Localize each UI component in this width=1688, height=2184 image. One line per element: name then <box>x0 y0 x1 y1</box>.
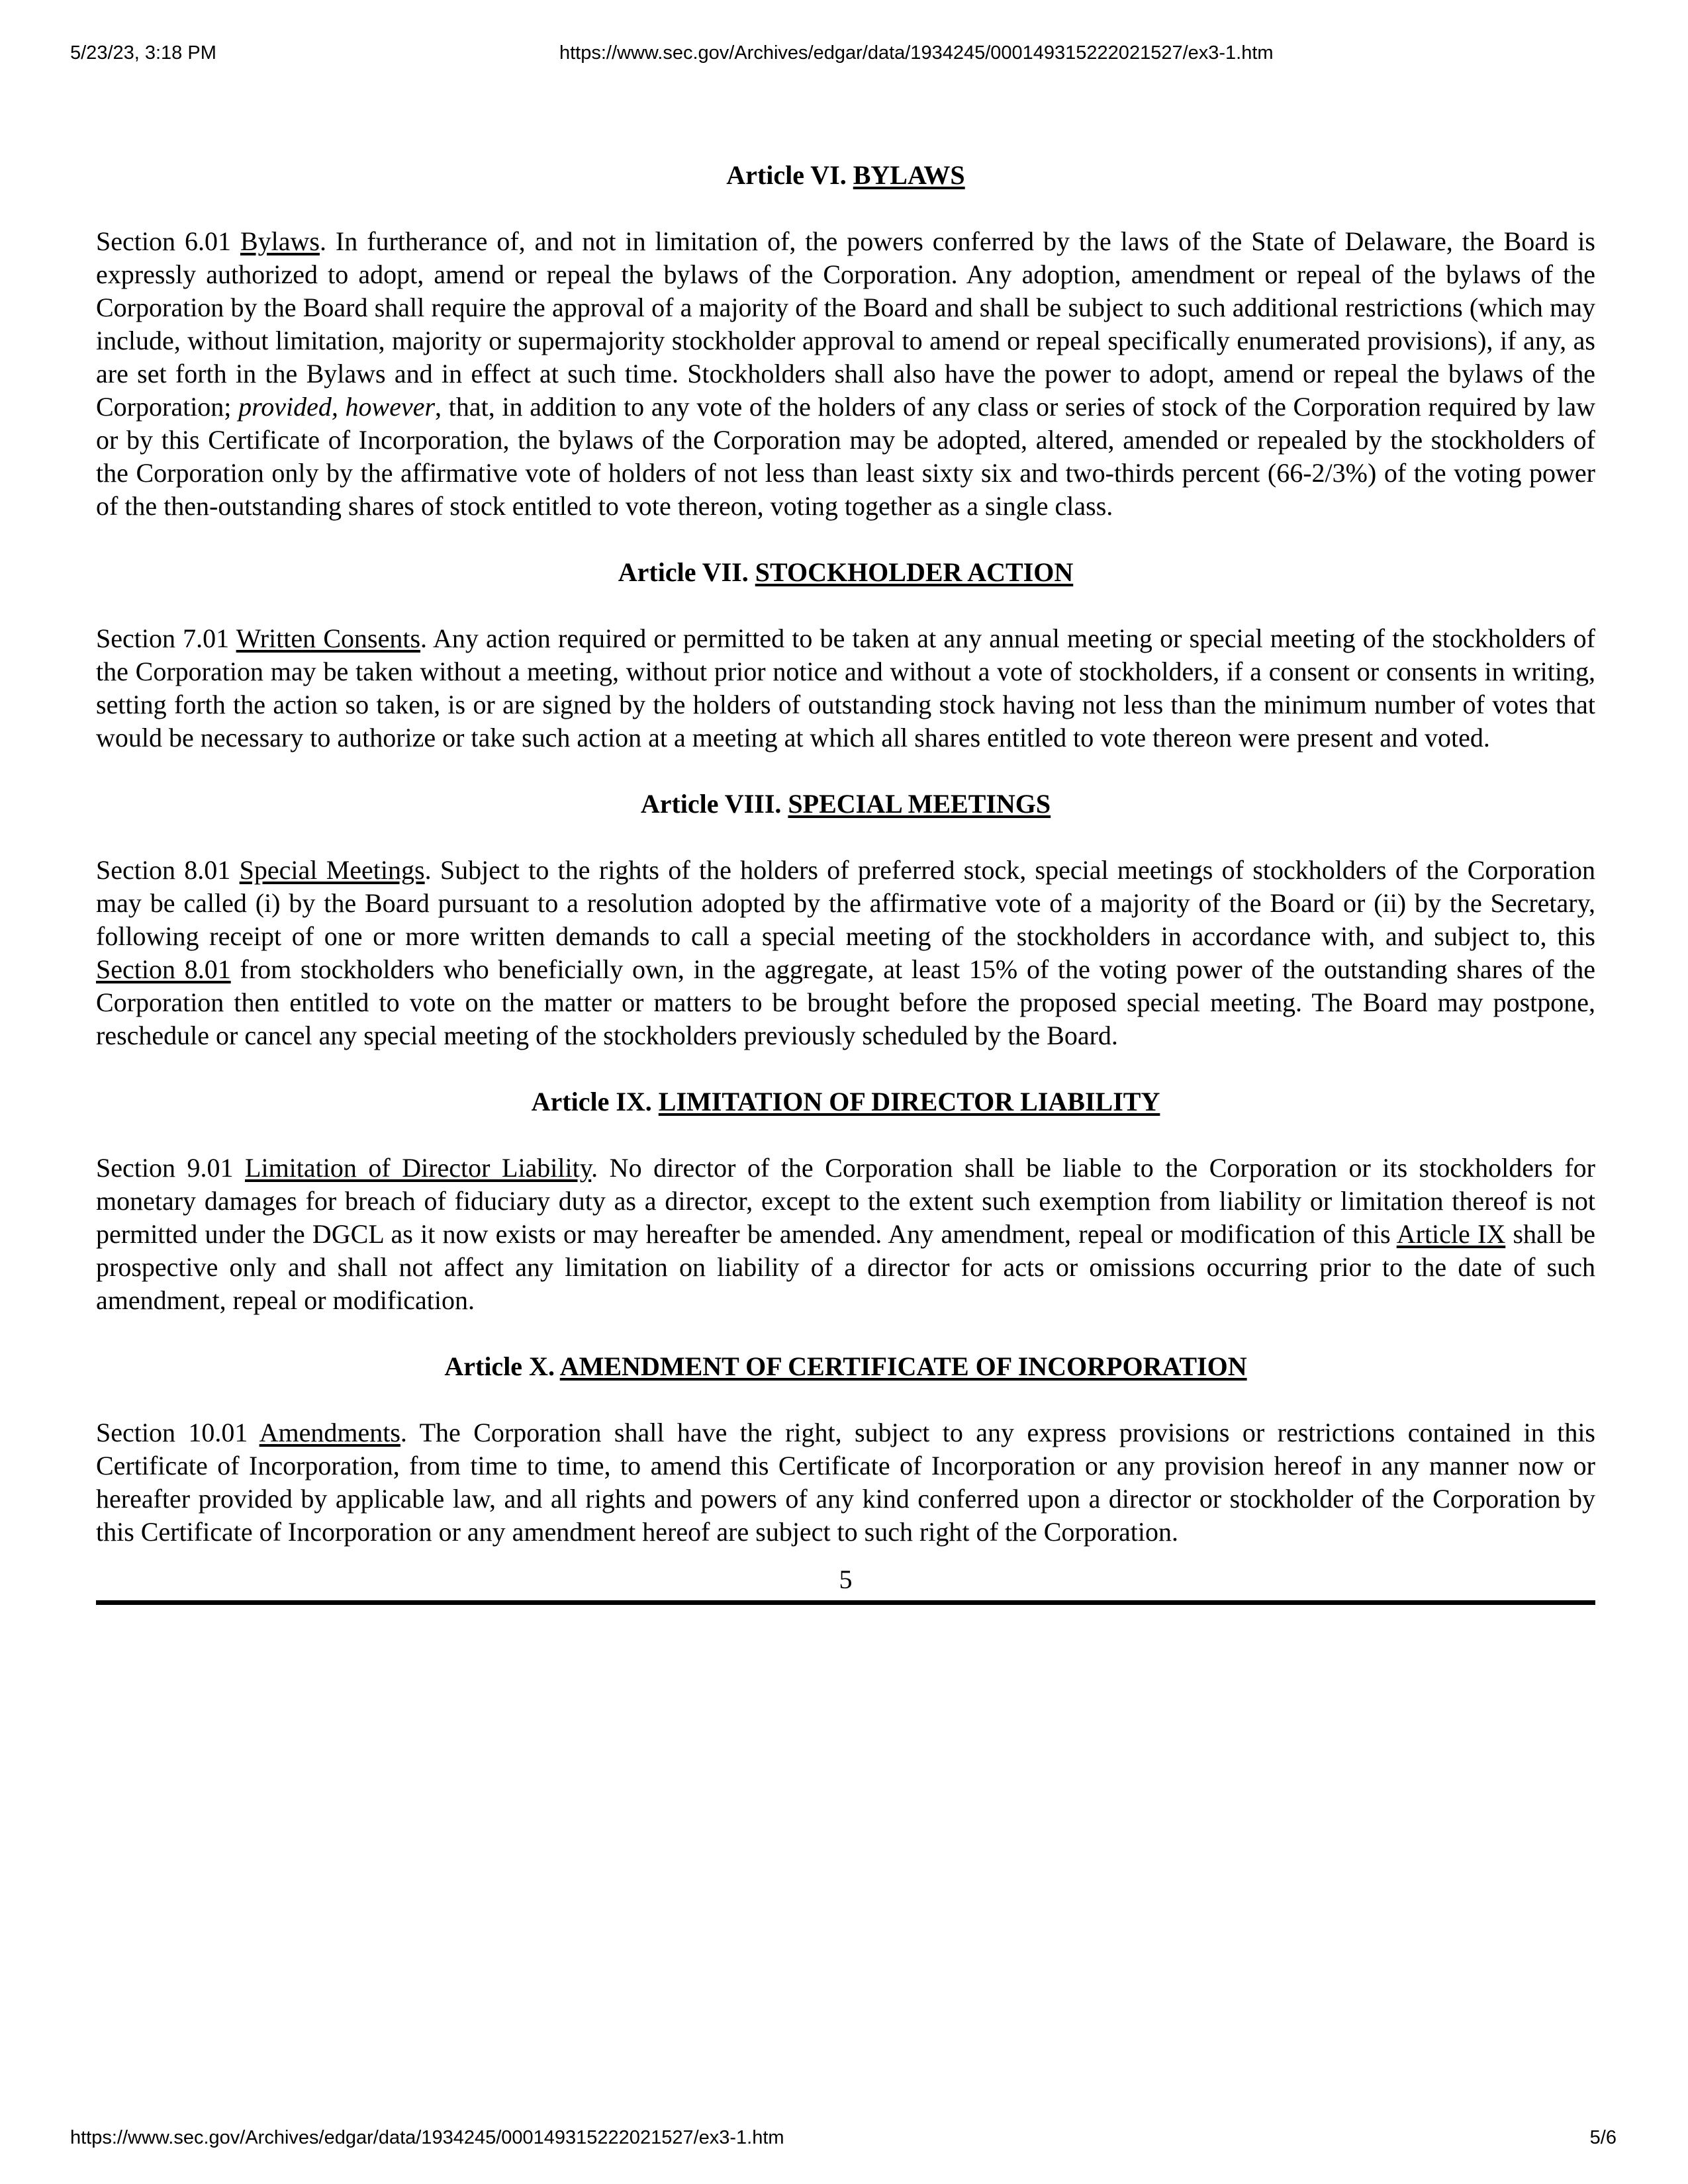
section-paragraph: Section 9.01 Limitation of Director Liability. No director of the Corporation shall be liable to the Corporation or its stockholders for monetary damages for breach of fiduciary duty as a director, except to the extent such exemption from liability or limitation thereof is not permitted under the DGCL as it now exists or may hereafter be amended. Any amendment, repeal or modification of this Article IX shall be prospective only and shall not affect any limitation on liability of a director for acts or omissions occurring prior to the date of such amendment, repeal or modification. <box>96 1153 1596 1315</box>
article-heading: Article VII. STOCKHOLDER ACTION <box>618 557 1074 587</box>
article-link[interactable]: Article IX <box>1396 1219 1506 1249</box>
print-footer-url: https://www.sec.gov/Archives/edgar/data/1934245/000149315222021527/ex3-1.htm <box>70 2127 784 2148</box>
page-number: 5 <box>839 1565 853 1594</box>
article-heading: Article VIII. SPECIAL MEETINGS <box>640 789 1051 819</box>
section-title: Bylaws <box>240 226 320 256</box>
document-body <box>96 159 1595 1605</box>
print-datetime: 5/23/23, 3:18 PM <box>70 42 216 64</box>
print-page-count: 5/6 <box>1589 2127 1617 2148</box>
section-link[interactable]: Section 8.01 <box>96 954 231 984</box>
section-title: Special Meetings <box>239 855 425 885</box>
section-paragraph: Section 8.01 Special Meetings. Subject to the rights of the holders of preferred stock, special meetings of stockholders of the Corporation may be called (i) by the Board pursuant to a resolution adopted by the affirmative vote of a majority of the Board or (ii) by the Secretary, following receipt of one or more written demands to call a special meeting of the stockholders in accordance with, and subject to, this Section 8.01 from stockholders who beneficially own, in the aggregate, at least 15% of the voting power of the outstanding shares of the Corporation then entitled to vote on the matter or matters to be brought before the proposed special meeting. The Board may postpone, reschedule or cancel any special meeting of the stockholders previously scheduled by the Board. <box>96 855 1596 1050</box>
section-title: Amendments <box>259 1418 400 1447</box>
section-title: Limitation of Director Liability <box>245 1153 592 1183</box>
section-paragraph: Section 6.01 Bylaws. In furtherance of, and not in limitation of, the powers conferred by the laws of the State of Delaware, the Board is expressly authorized to adopt, amend or repeal the bylaws of the Corporation. Any adoption, amendment or repeal of the bylaws of the Corporation by the Board shall require the approval of a majority of the Board and shall be subject to such additional restrictions (which may include, without limitation, majority or supermajority stockholder approval to amend or repeal specifically enumerated provisions), if any, as are set forth in the Bylaws and in effect at such time. Stockholders shall also have the power to adopt, amend or repeal the bylaws of the Corporation; provided, however, that, in addition to any vote of the holders of any class or series of stock of the Corporation required by law or by this Certificate of Incorporation, the bylaws of the Corporation may be adopted, altered, amended or repealed by the stockholders of the Corporation only by the affirmative vote of holders of not less than least sixty six and two-thirds percent (66-2/3%) of the voting power of the then-outstanding shares of stock entitled to vote thereon, voting together as a single class. <box>96 226 1595 521</box>
print-header-url: https://www.sec.gov/Archives/edgar/data/1934245/000149315222021527/ex3-1.htm <box>559 42 1274 64</box>
section-paragraph: Section 7.01 Written Consents. Any action required or permitted to be taken at any annual meeting or special meeting of the stockholders of the Corporation may be taken without a meeting, without prior notice and without a vote of stockholders, if a consent or consents in writing, setting forth the action so taken, is or are signed by the holders of outstanding stock having not less than the minimum number of votes that would be necessary to authorize or take such action at a meeting at which all shares entitled to vote thereon were present and voted. <box>96 623 1596 752</box>
article-heading: Article X. AMENDMENT OF CERTIFICATE OF INCORPORATION <box>444 1351 1247 1381</box>
section-title: Written Consents <box>236 623 421 653</box>
section-paragraph: Section 10.01 Amendments. The Corporation shall have the right, subject to any express provisions or restrictions contained in this Certificate of Incorporation, from time to time, to amend this Certificate of Incorporation or any provision hereof in any manner now or hereafter provided by applicable law, and all rights and powers of any kind conferred upon a director or stockholder of the Corporation by this Certificate of Incorporation or any amendment hereof are subject to such right of the Corporation. <box>96 1418 1595 1547</box>
page-divider <box>96 1600 1595 1605</box>
article-heading: Article VI. BYLAWS <box>726 160 965 190</box>
article-heading: Article IX. LIMITATION OF DIRECTOR LIABILITY <box>531 1087 1160 1116</box>
